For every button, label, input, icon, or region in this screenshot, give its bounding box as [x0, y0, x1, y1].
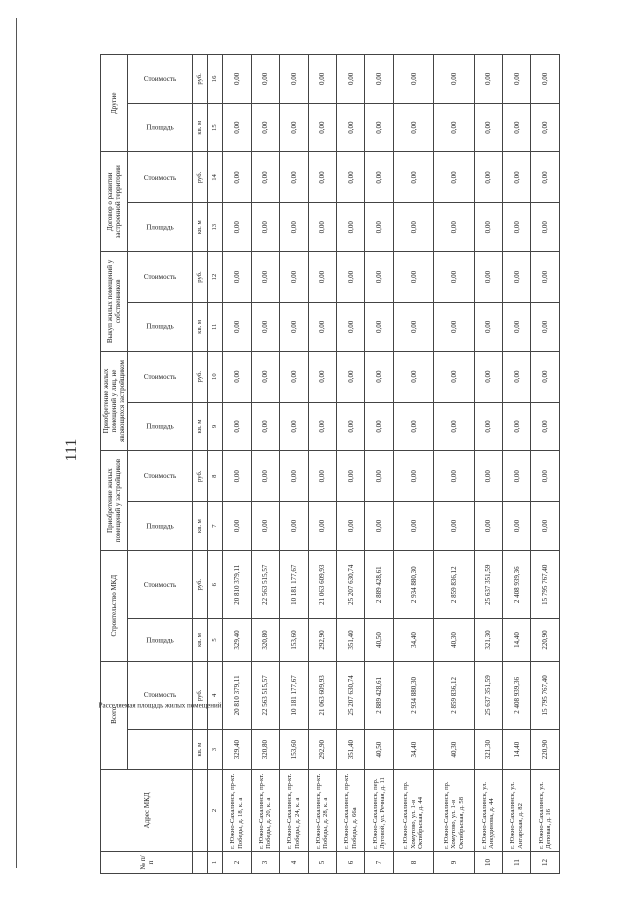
row-number: 7 [365, 851, 393, 873]
row-construction-area: 153,60 [280, 619, 308, 661]
row-zero-value: 0,00 [308, 55, 336, 104]
row-zero-value: 0,00 [308, 103, 336, 152]
sub-cost: Стоимость [128, 252, 193, 303]
row-zero-value: 0,00 [280, 152, 308, 203]
row-construction-area: 329,40 [223, 619, 251, 661]
row-total-area: 292,90 [308, 730, 336, 770]
row-total-cost: 10 181 177,67 [280, 661, 308, 730]
row-zero-value: 0,00 [251, 351, 279, 402]
row-zero-value: 0,00 [251, 55, 279, 104]
unit-rub: руб. [193, 550, 208, 619]
table-body [223, 55, 560, 874]
row-total-cost: 2 408 939,36 [503, 661, 531, 730]
unit-empty [193, 851, 208, 873]
row-zero-value: 0,00 [474, 152, 502, 203]
row-zero-value: 0,00 [393, 502, 433, 551]
row-zero-value: 0,00 [308, 402, 336, 451]
row-zero-value: 0,00 [365, 303, 393, 352]
unit-sqm: кв. м [193, 730, 208, 770]
sub-resettled-area: Расселяемая площадь жилых помещений [128, 730, 193, 770]
row-zero-value: 0,00 [336, 55, 364, 104]
row-zero-value: 0,00 [531, 55, 560, 104]
row-zero-value: 0,00 [474, 252, 502, 303]
row-total-cost: 25 637 351,59 [474, 661, 502, 730]
row-zero-value: 0,00 [393, 402, 433, 451]
row-construction-cost: 15 795 767,40 [531, 550, 560, 619]
row-total-area: 329,40 [223, 730, 251, 770]
row-zero-value: 0,00 [434, 152, 474, 203]
row-zero-value: 0,00 [251, 402, 279, 451]
column-number: 9 [208, 402, 223, 451]
header-from-persons: Приобретение жилых помещений у лиц, не являющихся застройщиком [101, 351, 128, 451]
row-zero-value: 0,00 [223, 103, 251, 152]
table-row [531, 55, 560, 874]
row-zero-value: 0,00 [223, 402, 251, 451]
sub-area: Площадь [128, 502, 193, 551]
row-zero-value: 0,00 [365, 502, 393, 551]
row-zero-value: 0,00 [223, 451, 251, 502]
header-address: Адрес МКД [101, 770, 193, 852]
row-zero-value: 0,00 [336, 402, 364, 451]
sub-cost: Стоимость [128, 152, 193, 203]
row-zero-value: 0,00 [280, 351, 308, 402]
row-zero-value: 0,00 [531, 402, 560, 451]
unit-rub: руб. [193, 55, 208, 104]
row-zero-value: 0,00 [280, 303, 308, 352]
row-zero-value: 0,00 [223, 203, 251, 252]
row-total-cost: 2 934 880,30 [393, 661, 433, 730]
row-zero-value: 0,00 [308, 252, 336, 303]
resettlement-table [100, 54, 560, 874]
row-construction-cost: 25 207 630,74 [336, 550, 364, 619]
row-zero-value: 0,00 [503, 103, 531, 152]
row-zero-value: 0,00 [336, 252, 364, 303]
row-zero-value: 0,00 [503, 402, 531, 451]
row-total-cost: 15 795 767,40 [531, 661, 560, 730]
column-number: 1 [208, 851, 223, 873]
row-number: 8 [393, 851, 433, 873]
unit-rub: руб. [193, 351, 208, 402]
row-construction-area: 351,40 [336, 619, 364, 661]
row-zero-value: 0,00 [531, 502, 560, 551]
header-other: Другие [101, 55, 128, 153]
table-row [434, 55, 474, 874]
unit-sqm: кв. м [193, 619, 208, 661]
column-number: 13 [208, 203, 223, 252]
column-number: 15 [208, 103, 223, 152]
row-number: 5 [308, 851, 336, 873]
row-construction-cost: 20 810 379,11 [223, 550, 251, 619]
row-zero-value: 0,00 [251, 502, 279, 551]
row-number: 9 [434, 851, 474, 873]
row-construction-cost: 21 063 609,93 [308, 550, 336, 619]
row-zero-value: 0,00 [531, 351, 560, 402]
row-number: 10 [474, 851, 502, 873]
row-total-area: 153,60 [280, 730, 308, 770]
row-zero-value: 0,00 [474, 203, 502, 252]
row-zero-value: 0,00 [251, 303, 279, 352]
row-address: г. Южно-Сахалинск, пр-кт. Победы, д. 24, к. а [280, 770, 308, 852]
row-zero-value: 0,00 [365, 402, 393, 451]
column-number: 4 [208, 661, 223, 730]
row-zero-value: 0,00 [365, 252, 393, 303]
row-construction-area: 220,90 [531, 619, 560, 661]
row-construction-cost: 10 181 177,67 [280, 550, 308, 619]
row-zero-value: 0,00 [308, 203, 336, 252]
row-zero-value: 0,00 [308, 303, 336, 352]
row-total-area: 220,90 [531, 730, 560, 770]
column-number: 10 [208, 351, 223, 402]
row-zero-value: 0,00 [503, 502, 531, 551]
page-number: 111 [63, 438, 80, 462]
row-total-area: 351,40 [336, 730, 364, 770]
margin-line [16, 18, 17, 868]
header-total: Всего [101, 661, 128, 769]
row-construction-cost: 2 889 428,61 [365, 550, 393, 619]
row-construction-area: 14,40 [503, 619, 531, 661]
row-total-area: 321,30 [474, 730, 502, 770]
row-zero-value: 0,00 [474, 502, 502, 551]
unit-rub: руб. [193, 152, 208, 203]
row-zero-value: 0,00 [280, 451, 308, 502]
row-zero-value: 0,00 [503, 451, 531, 502]
row-zero-value: 0,00 [223, 303, 251, 352]
sub-cost: Стоимость [128, 55, 193, 104]
row-zero-value: 0,00 [251, 451, 279, 502]
row-construction-area: 320,80 [251, 619, 279, 661]
row-construction-cost: 2 934 880,30 [393, 550, 433, 619]
table-row [251, 55, 279, 874]
row-address: г. Южно-Сахалинск, ул. Деповая, д. 16 [531, 770, 560, 852]
unit-rub: руб. [193, 661, 208, 730]
row-zero-value: 0,00 [393, 203, 433, 252]
row-zero-value: 0,00 [336, 451, 364, 502]
row-zero-value: 0,00 [503, 252, 531, 303]
row-zero-value: 0,00 [365, 351, 393, 402]
column-number: 2 [208, 770, 223, 852]
row-zero-value: 0,00 [531, 252, 560, 303]
row-zero-value: 0,00 [336, 502, 364, 551]
row-number: 11 [503, 851, 531, 873]
row-zero-value: 0,00 [280, 203, 308, 252]
row-zero-value: 0,00 [393, 252, 433, 303]
header-row-sub [128, 55, 193, 874]
row-address: г. Южно-Сахалинск, пр. Хомутово, ул. 1-я Октябрьская, д. 58 [434, 770, 474, 852]
row-number: 12 [531, 851, 560, 873]
table-row [280, 55, 308, 874]
row-address: г. Южно-Сахалинск, пер. Луговой, ул. Речная, д. 11 [365, 770, 393, 852]
table-row [365, 55, 393, 874]
row-zero-value: 0,00 [434, 351, 474, 402]
row-zero-value: 0,00 [223, 252, 251, 303]
row-total-area: 14,40 [503, 730, 531, 770]
header-num: № п/п [101, 851, 193, 873]
row-zero-value: 0,00 [251, 103, 279, 152]
unit-sqm: кв. м [193, 502, 208, 551]
column-number: 3 [208, 730, 223, 770]
row-zero-value: 0,00 [223, 55, 251, 104]
row-zero-value: 0,00 [503, 55, 531, 104]
row-zero-value: 0,00 [365, 103, 393, 152]
row-zero-value: 0,00 [393, 55, 433, 104]
sub-total-cost: Стоимость [128, 661, 193, 730]
sub-area: Площадь [128, 103, 193, 152]
row-zero-value: 0,00 [474, 55, 502, 104]
row-construction-cost: 22 563 515,57 [251, 550, 279, 619]
row-total-cost: 20 810 379,11 [223, 661, 251, 730]
row-address: г. Южно-Сахалинск, пр-кт. Победы, д. 28, к. а [308, 770, 336, 852]
sub-cost: Стоимость [128, 550, 193, 619]
unit-rub: руб. [193, 252, 208, 303]
row-zero-value: 0,00 [308, 502, 336, 551]
row-construction-area: 34,40 [393, 619, 433, 661]
row-construction-cost: 2 859 836,12 [434, 550, 474, 619]
row-total-cost: 21 063 609,93 [308, 661, 336, 730]
row-zero-value: 0,00 [280, 55, 308, 104]
row-zero-value: 0,00 [531, 451, 560, 502]
row-zero-value: 0,00 [503, 152, 531, 203]
row-zero-value: 0,00 [531, 103, 560, 152]
row-zero-value: 0,00 [365, 451, 393, 502]
row-zero-value: 0,00 [251, 152, 279, 203]
row-zero-value: 0,00 [434, 451, 474, 502]
row-construction-area: 40,50 [365, 619, 393, 661]
row-total-cost: 2 859 836,12 [434, 661, 474, 730]
row-zero-value: 0,00 [531, 203, 560, 252]
row-zero-value: 0,00 [474, 103, 502, 152]
column-number: 12 [208, 252, 223, 303]
header-from-developers: Приобретение жилых помещений у застройщиков [101, 451, 128, 551]
row-zero-value: 0,00 [365, 55, 393, 104]
column-number: 16 [208, 55, 223, 104]
row-total-area: 320,80 [251, 730, 279, 770]
header-development-agreement: Договор о развитии застроенной территории [101, 152, 128, 252]
sub-cost: Стоимость [128, 451, 193, 502]
unit-rub: руб. [193, 451, 208, 502]
row-zero-value: 0,00 [280, 402, 308, 451]
unit-empty [193, 770, 208, 852]
row-total-cost: 2 889 428,61 [365, 661, 393, 730]
row-number: 2 [223, 851, 251, 873]
row-zero-value: 0,00 [336, 152, 364, 203]
row-zero-value: 0,00 [280, 252, 308, 303]
column-number: 11 [208, 303, 223, 352]
row-zero-value: 0,00 [474, 351, 502, 402]
row-zero-value: 0,00 [434, 303, 474, 352]
sub-cost: Стоимость [128, 351, 193, 402]
row-number: 3 [251, 851, 279, 873]
row-address: г. Южно-Сахалинск, ул. Ангарская, д. 82 [503, 770, 531, 852]
row-zero-value: 0,00 [434, 203, 474, 252]
row-zero-value: 0,00 [503, 203, 531, 252]
row-construction-cost: 25 637 351,59 [474, 550, 502, 619]
row-zero-value: 0,00 [365, 203, 393, 252]
row-zero-value: 0,00 [223, 351, 251, 402]
column-number: 14 [208, 152, 223, 203]
row-construction-cost: 2 408 939,36 [503, 550, 531, 619]
row-total-cost: 22 563 515,57 [251, 661, 279, 730]
header-buyout: Выкуп жилых помещений у собственников [101, 252, 128, 352]
unit-sqm: кв. м [193, 203, 208, 252]
row-zero-value: 0,00 [531, 152, 560, 203]
row-zero-value: 0,00 [393, 152, 433, 203]
row-zero-value: 0,00 [393, 451, 433, 502]
row-zero-value: 0,00 [434, 55, 474, 104]
rotated-table-area [100, 54, 560, 874]
row-zero-value: 0,00 [365, 152, 393, 203]
row-address: г. Южно-Сахалинск, ул. Анкудинова, д. 44 [474, 770, 502, 852]
column-number: 5 [208, 619, 223, 661]
column-number: 8 [208, 451, 223, 502]
row-address: г. Южно-Сахалинск, пр. Хомутово, ул. 1-я Октябрьская, д. 44 [393, 770, 433, 852]
row-total-cost: 25 207 630,74 [336, 661, 364, 730]
unit-sqm: кв. м [193, 303, 208, 352]
row-zero-value: 0,00 [223, 502, 251, 551]
row-number: 4 [280, 851, 308, 873]
row-zero-value: 0,00 [308, 152, 336, 203]
row-zero-value: 0,00 [336, 103, 364, 152]
row-zero-value: 0,00 [251, 203, 279, 252]
unit-sqm: кв. м [193, 402, 208, 451]
row-construction-area: 40,30 [434, 619, 474, 661]
row-zero-value: 0,00 [280, 502, 308, 551]
column-number-row [208, 55, 223, 874]
header-row-groups [101, 55, 128, 874]
table-row [503, 55, 531, 874]
row-zero-value: 0,00 [503, 351, 531, 402]
row-zero-value: 0,00 [474, 303, 502, 352]
table-row [336, 55, 364, 874]
row-zero-value: 0,00 [434, 103, 474, 152]
row-number: 6 [336, 851, 364, 873]
row-zero-value: 0,00 [434, 252, 474, 303]
row-construction-area: 321,30 [474, 619, 502, 661]
row-zero-value: 0,00 [474, 402, 502, 451]
row-address: г. Южно-Сахалинск, пр-кт. Победы, д. 20, к. а [251, 770, 279, 852]
row-zero-value: 0,00 [474, 451, 502, 502]
row-zero-value: 0,00 [434, 502, 474, 551]
row-zero-value: 0,00 [308, 351, 336, 402]
table-wrapper [100, 54, 560, 874]
row-zero-value: 0,00 [393, 303, 433, 352]
row-zero-value: 0,00 [393, 103, 433, 152]
row-zero-value: 0,00 [251, 252, 279, 303]
sub-area: Площадь [128, 619, 193, 661]
row-zero-value: 0,00 [336, 351, 364, 402]
sub-area: Площадь [128, 402, 193, 451]
sub-area: Площадь [128, 303, 193, 352]
sub-area: Площадь [128, 203, 193, 252]
row-zero-value: 0,00 [308, 451, 336, 502]
row-zero-value: 0,00 [280, 103, 308, 152]
row-zero-value: 0,00 [336, 203, 364, 252]
row-zero-value: 0,00 [223, 152, 251, 203]
row-address: г. Южно-Сахалинск, пр-кт. Победы, д. 18, к. а [223, 770, 251, 852]
column-number: 7 [208, 502, 223, 551]
row-construction-area: 292,90 [308, 619, 336, 661]
table-row [308, 55, 336, 874]
table-row [474, 55, 502, 874]
row-zero-value: 0,00 [434, 402, 474, 451]
table-row [393, 55, 433, 874]
unit-sqm: кв. м [193, 103, 208, 152]
row-zero-value: 0,00 [531, 303, 560, 352]
row-zero-value: 0,00 [393, 351, 433, 402]
row-total-area: 40,50 [365, 730, 393, 770]
row-zero-value: 0,00 [503, 303, 531, 352]
row-zero-value: 0,00 [336, 303, 364, 352]
row-address: г. Южно-Сахалинск, пр-кт. Победы, д. 66а [336, 770, 364, 852]
row-total-area: 34,40 [393, 730, 433, 770]
units-row [193, 55, 208, 874]
column-number: 6 [208, 550, 223, 619]
header-construction: Строительство МКД [101, 550, 128, 661]
row-total-area: 40,30 [434, 730, 474, 770]
table-row [223, 55, 251, 874]
